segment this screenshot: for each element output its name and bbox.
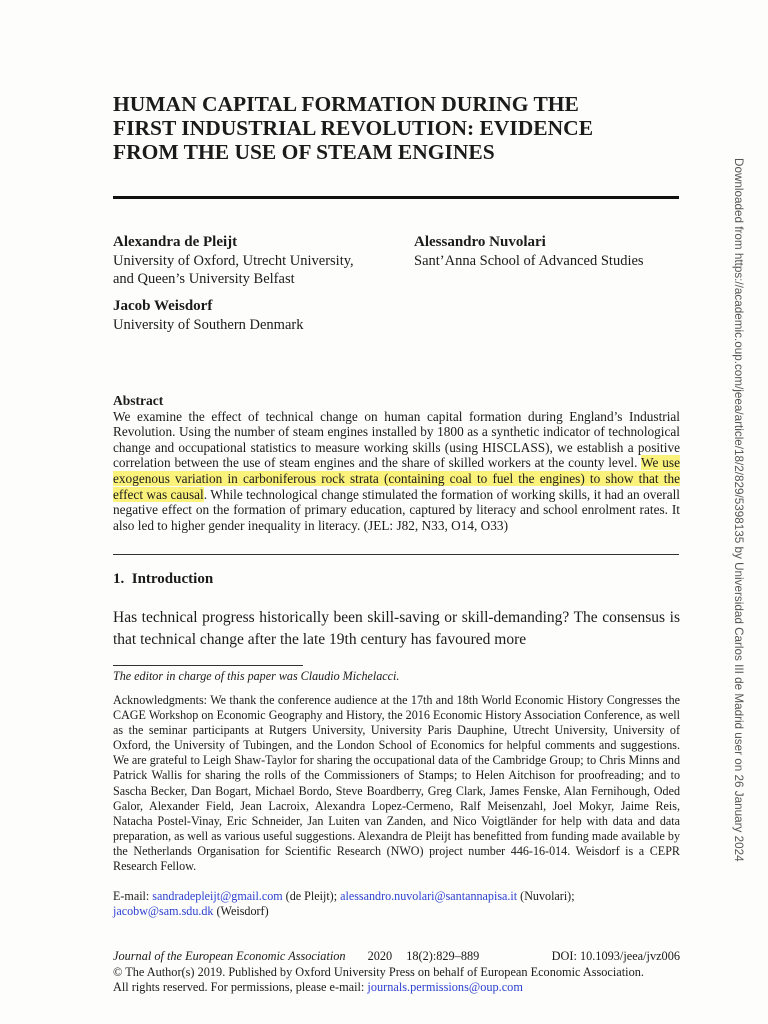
author-block-weisdorf	[113, 297, 403, 334]
email-link-nuvolari[interactable]: alessandro.nuvolari@santannapisa.it	[340, 889, 518, 903]
abstract-text: . While technological change stimulated the formation of working skills, it had an overall negative effect on the formation of primary education, captured by literacy and school enrolment rates. It also led to higher gender inequality in literacy. (JEL: J82, N33, O14, O33)	[113, 486, 680, 533]
email-owner: (Nuvolari);	[517, 889, 575, 903]
paper-title	[113, 92, 693, 164]
download-watermark: Downloaded from https://academic.oup.com/jeea/article/18/2/829/5398135 by Universidad Carlos III de Madrid user on 26 January 2024	[732, 158, 745, 862]
footnote-rule	[113, 665, 303, 666]
acknowledgments: Acknowledgments: We thank the conference audience at the 17th and 18th World Economic History Congresses the CAGE Workshop on Economic Geography and History, the 2016 Economic History Association Conference, as well as the seminar participants at Rutgers University, University Paris Dauphine, Utrecht University, University of Oxford, the University of Tubingen, and the London School of Economics for helpful comments and suggestions. We are grateful to Leigh Shaw-Taylor for sharing the occupational data of the Cambridge Group; to Chris Minns and Patrick Wallis for sharing the rolls of the Commissioners of Stamps; to Helen Aitchison for proofreading; and to Sascha Becker, Dan Bogart, Michael Bordo, Steve Boardberry, Greg Clark, James Fenske, Alan Fernihough, Oded Galor, Alexander Field, Jean Lacroix, Alexandra Lopez-Cermeno, Ralf Meisenzahl, Joel Mokyr, Jaime Reis, Natacha Postel-Vinay, Eric Schneider, Jan Luiten van Zanden, and Nico Voigtländer for help with data and data preparation, as well as various useful suggestions. Alexandra de Pleijt has benefitted from funding made available by the Netherlands Organisation for Scientific Research (NWO) project number 446-16-014. Weisdorf is a CEPR Research Fellow.	[113, 693, 680, 874]
permissions-email-link[interactable]: journals.permissions@oup.com	[367, 980, 523, 994]
editor-note: The editor in charge of this paper was Claudio Michelacci.	[113, 669, 400, 683]
author-block-de-pleijt	[113, 233, 403, 288]
author-name: Alessandro Nuvolari	[414, 234, 546, 250]
intro-paragraph: Has technical progress historically been skill-saving or skill-demanding? The consensus is that technical change after the late 19th century has favoured more	[113, 609, 680, 648]
email-label: E-mail:	[113, 889, 153, 903]
title-rule	[113, 196, 679, 199]
permissions-line	[113, 980, 680, 996]
author-name: Alexandra de Pleijt	[113, 234, 238, 250]
citation-year: 2020	[367, 949, 393, 963]
email-line	[113, 889, 680, 919]
author-affiliation: and Queen’s University Belfast	[113, 271, 295, 287]
citation-block	[113, 949, 680, 996]
title-line: HUMAN CAPITAL FORMATION DURING THE	[113, 92, 579, 116]
author-affiliation: University of Oxford, Utrecht University,	[113, 253, 354, 269]
section-number: 1.	[113, 571, 125, 587]
title-line: FROM THE USE OF STEAM ENGINES	[113, 140, 495, 164]
permissions-prefix: All rights reserved. For permissions, please e-mail:	[113, 980, 368, 994]
section-heading	[113, 571, 213, 588]
author-name: Jacob Weisdorf	[113, 298, 213, 314]
email-owner: (Weisdorf)	[213, 904, 269, 919]
title-line: FIRST INDUSTRIAL REVOLUTION: EVIDENCE	[113, 116, 594, 140]
abstract-heading: Abstract	[113, 393, 164, 408]
abstract-body	[113, 409, 680, 534]
email-link-weisdorf[interactable]: jacobw@sam.sdu.dk	[113, 904, 214, 919]
author-affiliation: University of Southern Denmark	[113, 317, 304, 333]
copyright-line: © The Author(s) 2019. Published by Oxford University Press on behalf of European Economic Association.	[113, 964, 644, 979]
citation-volume: 18(2):829–889	[406, 949, 480, 963]
abstract-text: We examine the effect of technical change on human capital formation during England’s Industrial Revolution. Using the number of steam engines installed by 1800 as a synthetic indicator of technological change and occupational statistics to measure working skills (using HISCLASS), we establish a positive correlation between the use of steam engines and the share of skilled workers at the county level.	[113, 408, 680, 471]
email-owner: (de Pleijt);	[282, 889, 341, 903]
author-block-nuvolari	[414, 233, 694, 270]
abstract	[113, 393, 680, 533]
email-link-de-pleijt[interactable]: sandradepleijt@gmail.com	[152, 889, 283, 903]
journal-name: Journal of the European Economic Association	[113, 949, 346, 963]
citation-doi: DOI: 10.1093/jeea/jvz006	[551, 949, 680, 963]
abstract-highlight: We use exogenous variation in carboniferous rock strata (containing coal to fuel the engines) to show that the effect was causal	[113, 455, 681, 502]
section-rule	[113, 554, 679, 555]
author-affiliation: Sant’Anna School of Advanced Studies	[414, 253, 644, 269]
citation-row	[113, 949, 680, 965]
section-title: Introduction	[131, 571, 214, 587]
